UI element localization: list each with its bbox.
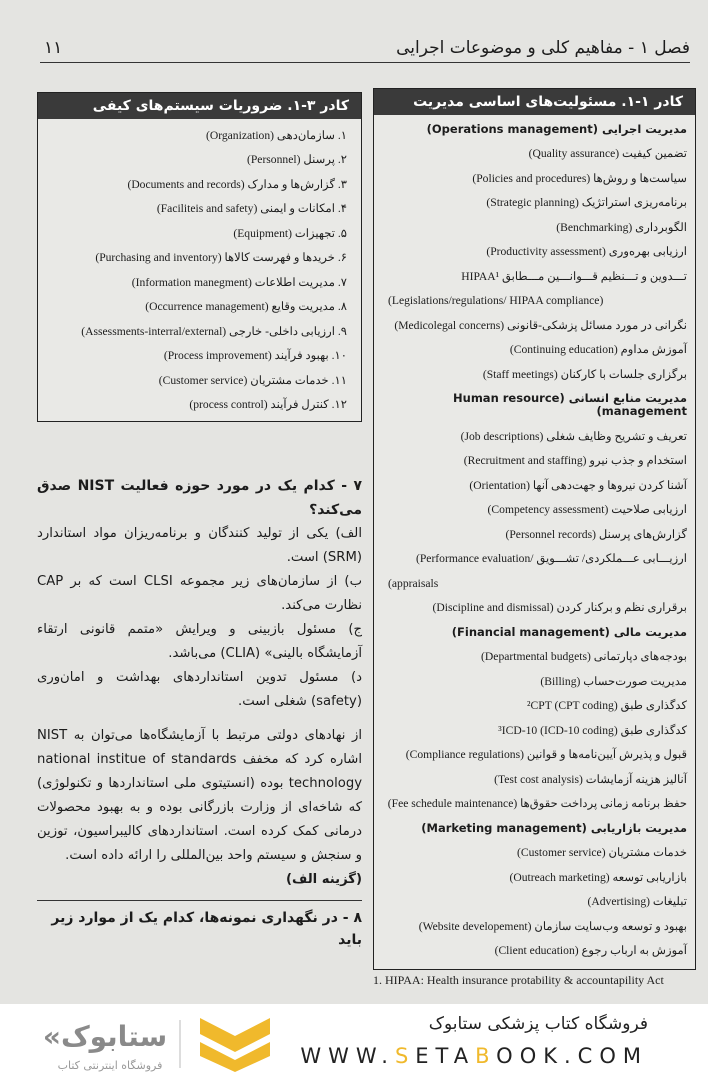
svg-text:«ستابوک: «ستابوک: [42, 1020, 168, 1053]
list-item: تبلیغات (Advertising): [587, 895, 687, 909]
answer-explanation: از نهادهای دولتی مرتبط با آزمایشگاه‌ها می‌توان به NIST اشاره کرد که مخفف national institue of standards technology بوده (انستیتوی ملی استانداردها و تکنولوژی) که شاخه‌ای از وزارت بازرگانی بوده و به بهبود محصولات درمانی کمک کرده است. استانداردهای کالیبراسیون، توزین و سنجش و سیستم واحد بین‌المللی را ارائه داده است.: [37, 728, 362, 863]
question-7: [37, 474, 362, 892]
list-item: ۶. خریدها و فهرست کالاها (Purchasing and inventory): [95, 251, 347, 265]
divider: [37, 900, 362, 901]
list-item: مدیریت صورت‌حساب (Billing): [540, 674, 687, 688]
list-item: ۱۱. خدمات مشتریان (Customer service): [158, 373, 347, 387]
list-item: بودجه‌های دپارتمانی (Departmental budgets): [481, 650, 687, 664]
box-management-responsibilities: [373, 88, 696, 970]
list-item: آنالیز هزینه آزمایشات (Test cost analysis): [494, 772, 687, 786]
box-title: کادر ۱-۱. مسئولیت‌های اساسی مدیریت: [374, 89, 695, 115]
list-item: برنامه‌ریزی استراتژیک (Strategic planning): [486, 196, 687, 210]
question-stem: ۷ - کدام یک در مورد حوزه فعالیت NIST صدق می‌کند؟: [37, 478, 362, 518]
list-item: برقراری نظم و برکنار کردن (Discipline and dismissal): [432, 601, 687, 615]
url-part: WWW.: [300, 1044, 395, 1068]
list-item: ۹. ارزیابی داخلی- خارجی (Assessments-interral/external): [81, 324, 347, 338]
url-part: ETA: [415, 1044, 476, 1068]
list-item: ۱۰. بهبود فرآیند (Process improvement): [163, 349, 347, 363]
list-item: آموزش به ارباب رجوع (Client education): [494, 944, 687, 958]
option-d: د) مسئول تدوین استانداردهای بهداشت و امان‌وری (safety) شغلی است.: [37, 670, 362, 709]
shop-name: فروشگاه کتاب پزشکی ستابوک: [428, 1014, 648, 1034]
box-title: کادر ۳-۱. ضروریات سیستم‌های کیفی: [38, 93, 361, 119]
section-heading: مدیریت مالی (Financial management): [451, 624, 687, 639]
list-item: ارزیابی بهره‌وری (Productivity assessment): [486, 245, 687, 259]
setabook-logo-icon: [30, 1012, 280, 1074]
list-item: ۴. امکانات و ایمنی (Faciliteis and safety): [156, 202, 347, 216]
list-item: ۸. مدیریت وقایع (Occurrence management): [145, 300, 347, 314]
box-list: [374, 115, 695, 963]
list-item: کدگذاری طبق ²CPT (CPT coding): [527, 699, 687, 713]
list-item: بهبود و توسعه وب‌سایت سازمان (Website developement): [418, 919, 687, 933]
list-item: ارزیـــابی عـــملکردی/ تشـــویق /Performance evaluation): [415, 552, 687, 566]
running-head: [40, 36, 690, 63]
list-item: سیاست‌ها و روش‌ها (Policies and procedures): [472, 171, 687, 185]
section-heading: مدیریت منابع انسانی (Human resource management): [453, 391, 687, 419]
list-item: (Legislations/regulations/ HIPAA compliance): [388, 294, 604, 308]
list-item: استخدام و جذب نیرو (Recruitment and staffing): [463, 454, 687, 468]
list-item: برگزاری جلسات با کارکنان (Staff meetings): [482, 367, 687, 381]
question-8-stem: ۸ - در نگهداری نمونه‌ها، کدام یک از موارد زیر باید: [51, 910, 362, 948]
svg-text:فروشگاه اینترنتی کتاب: فروشگاه اینترنتی کتاب: [57, 1059, 163, 1072]
list-item: appraisals): [388, 576, 439, 590]
box-quality-system-essentials: [37, 92, 362, 422]
list-item: ۷. مدیریت اطلاعات (Information manegment): [131, 275, 347, 289]
list-item: ۱۲. کنترل فرآیند (process control): [189, 398, 347, 412]
option-b: ب) از سازمان‌های زیر مجموعه CLSI است که بر CAP نظارت می‌کند.: [37, 574, 362, 613]
list-item: تـــدوین و تـــنظیم قـــوانـــین مـــطابق HIPAA¹: [461, 269, 687, 283]
list-item: نگرانی در مورد مسائل پزشکی-قانونی (Medicolegal concerns): [394, 318, 687, 332]
option-c: ج) مسئول بازبینی و ویرایش «متمم قانونی ارتقاء آزمایشگاه بالینی» (CLIA) می‌باشد.: [37, 622, 362, 661]
section-heading: مدیریت بازاریابی (Marketing management): [421, 820, 687, 835]
list-item: ۲. پرسنل (Personnel): [246, 153, 347, 167]
list-item: آموزش مداوم (Continuing education): [509, 343, 687, 357]
answer-key: (گزینه الف): [285, 872, 362, 887]
list-item: الگوبرداری (Benchmarking): [556, 220, 687, 234]
list-item: خدمات مشتریان (Customer service): [517, 846, 687, 860]
list-item: ۳. گزارش‌ها و مدارک (Documents and records): [127, 177, 347, 191]
list-item: بازاریابی توسعه (Outreach marketing): [509, 870, 687, 884]
page-number: ۱۱: [44, 38, 63, 58]
shop-url[interactable]: [300, 1044, 648, 1068]
list-item: ۱. سازمان‌دهی (Organization): [205, 128, 347, 142]
store-banner: [0, 1004, 708, 1080]
list-item: قبول و پذیرش آیین‌نامه‌ها و قوانین (Compliance regulations): [405, 748, 687, 762]
section-heading: مدیریت اجرایی (Operations management): [426, 121, 687, 136]
right-column: [373, 88, 696, 988]
list-item: تضمین کیفیت (Quality assurance): [528, 147, 687, 161]
list-item: ارزیابی صلاحیت (Competency assessment): [487, 503, 687, 517]
list-item: کدگذاری طبق ³ICD-10 (ICD-10 coding): [498, 723, 687, 737]
url-part: B: [475, 1044, 497, 1068]
list-item: حفظ برنامه زمانی پرداخت حقوق‌ها (Fee schedule maintenance): [387, 797, 687, 811]
footnote: 1. HIPAA: Health insurance protability & accountapility Act: [373, 973, 664, 987]
list-item: آشنا کردن نیروها و جهت‌دهی آنها (Orientation): [469, 478, 687, 492]
left-column: [37, 474, 362, 951]
url-part: S: [394, 1044, 416, 1068]
box-list: [38, 119, 361, 417]
url-part: OOK.COM: [496, 1044, 648, 1068]
list-item: گزارش‌های پرسنل (Personnel records): [505, 527, 687, 541]
chapter-title: فصل ۱ - مفاهیم کلی و موضوعات اجرایی: [396, 38, 690, 58]
list-item: تعریف و تشریح وظایف شغلی (Job descriptions): [460, 429, 687, 443]
list-item: ۵. تجهیزات (Equipment): [233, 226, 347, 240]
option-a: الف) یکی از تولید کنندگان و برنامه‌ریزان مواد استاندارد (SRM) است.: [37, 526, 362, 565]
